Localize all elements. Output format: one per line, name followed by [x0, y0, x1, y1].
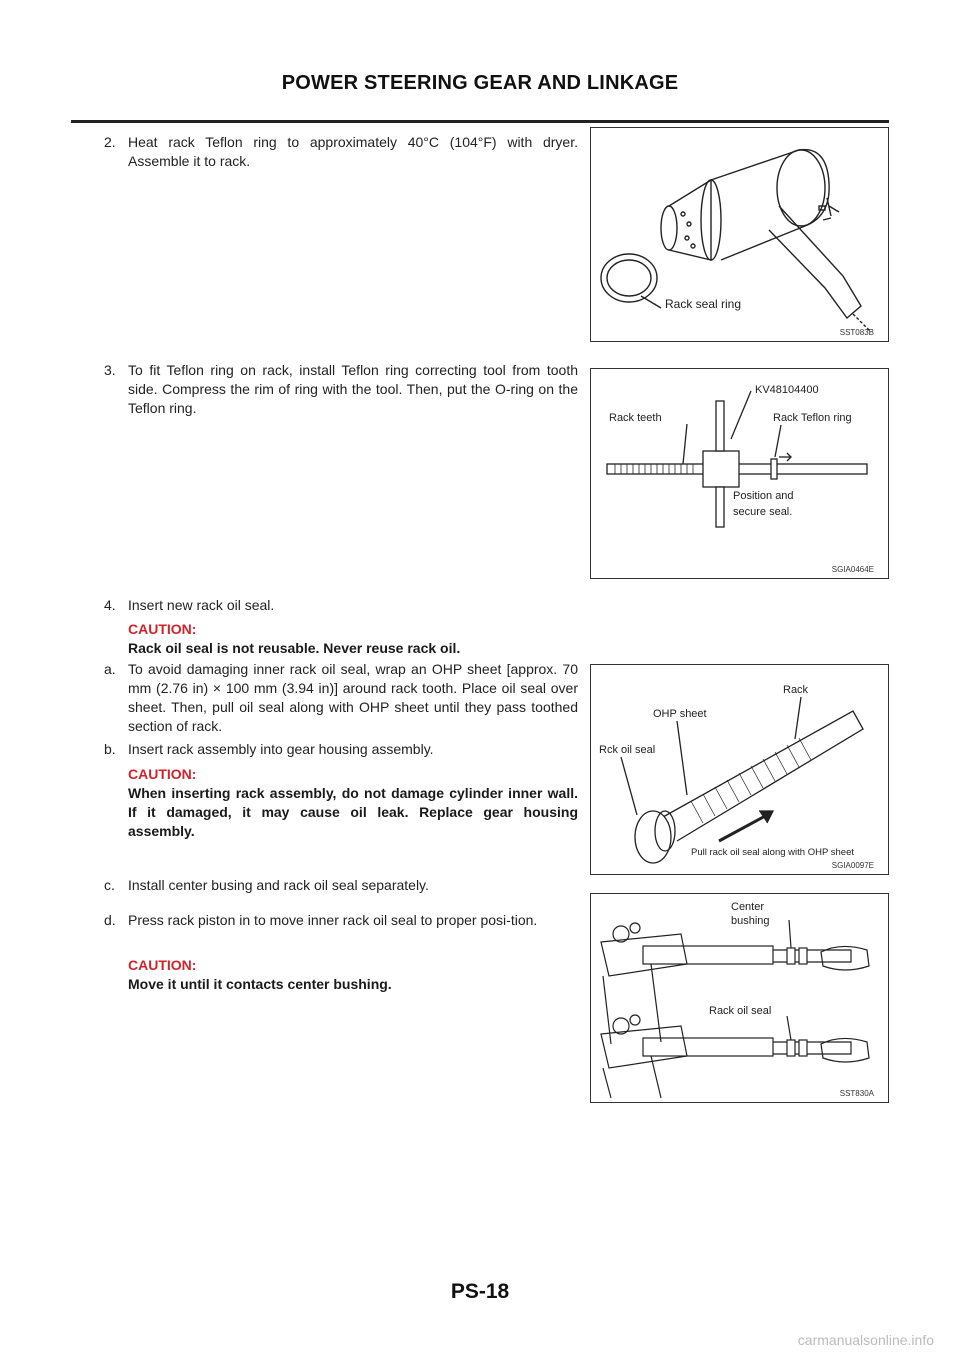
step-number: d. [104, 912, 116, 928]
watermark: carmanualsonline.info [797, 1332, 934, 1348]
figure-label: KV48104400 [755, 384, 819, 396]
figure-label: OHP sheet [653, 708, 707, 720]
step-a [104, 660, 578, 736]
figure-code: SGIA0464E [831, 565, 874, 574]
caution-label: CAUTION: [128, 766, 197, 782]
figure-label: Rack oil seal [709, 1005, 772, 1017]
caution-text: Rack oil seal is not reusable. Never reuse rack oil. [128, 640, 461, 656]
figure-label: Rack [783, 684, 809, 696]
step-b [104, 740, 578, 759]
teflon-tool-illustration [591, 369, 888, 578]
step-2 [104, 133, 578, 171]
figure-code: SST830A [839, 1089, 874, 1098]
figure-label: Rack teeth [609, 412, 662, 424]
figure-label: bushing [731, 915, 770, 927]
step-3 [104, 361, 578, 418]
figure-code: SST083B [839, 328, 874, 337]
figure-code: SGIA0097E [831, 861, 874, 870]
figure-label: Rack Teflon ring [773, 412, 852, 424]
figure-label: Position and [733, 490, 794, 502]
figure-label: Center [731, 901, 765, 913]
ohp-sheet-illustration [591, 665, 888, 874]
step-number: 2. [104, 134, 116, 150]
step-text: Install center busing and rack oil seal separately. [128, 877, 429, 893]
step-text: To avoid damaging inner rack oil seal, wrap an OHP sheet [approx. 70 mm (2.76 in) × 100 mm (3.94 in)] around rack tooth. Place oil seal over sheet. Then, pull oil seal along with OHP sheet until they pass toothed section of rack. [128, 661, 578, 734]
step-text: Insert rack assembly into gear housing assembly. [128, 741, 434, 757]
step-number: 3. [104, 362, 116, 378]
caution-block [128, 956, 578, 994]
page-number: PS-18 [450, 1280, 510, 1303]
step-4 [104, 596, 578, 615]
step-number: a. [104, 661, 116, 677]
step-d [104, 911, 578, 930]
step-number: c. [104, 877, 115, 893]
title-rule [71, 120, 889, 123]
figure-label: Pull rack oil seal along with OHP sheet [691, 847, 854, 858]
step-text: To fit Teflon ring on rack, install Teflon ring correcting tool from tooth side. Compress the rim of ring with the tool. Then, put the O-ring on the Teflon ring. [128, 362, 578, 416]
caution-label: CAUTION: [128, 621, 197, 637]
step-text: Press rack piston in to move inner rack oil seal to proper posi-tion. [128, 912, 538, 928]
step-text: Insert new rack oil seal. [128, 597, 275, 613]
caution-text: Move it until it contacts center bushing. [128, 976, 392, 992]
figure-label: Rck oil seal [599, 744, 656, 756]
step-text: Heat rack Teflon ring to approximately 40°C (104°F) with dryer. Assemble it to rack. [128, 134, 578, 169]
step-c [104, 876, 578, 895]
figure-ohp-sheet [590, 664, 889, 875]
figure-heat-dryer [590, 127, 889, 342]
step-number: b. [104, 741, 116, 757]
figure-teflon-tool [590, 368, 889, 579]
caution-text: When inserting rack assembly, do not damage cylinder inner wall. If it damaged, it may cause oil leak. Replace gear housing assembly. [128, 785, 578, 839]
center-bushing-illustration [591, 894, 888, 1102]
figure-center-bushing [590, 893, 889, 1103]
step-number: 4. [104, 597, 116, 613]
figure-label: secure seal. [733, 506, 793, 518]
caution-label: CAUTION: [128, 957, 197, 973]
figure-label: Rack seal ring [665, 297, 742, 311]
page-title: POWER STEERING GEAR AND LINKAGE [281, 72, 679, 94]
caution-block [128, 620, 578, 658]
caution-block [128, 765, 578, 841]
dryer-illustration [591, 128, 888, 341]
